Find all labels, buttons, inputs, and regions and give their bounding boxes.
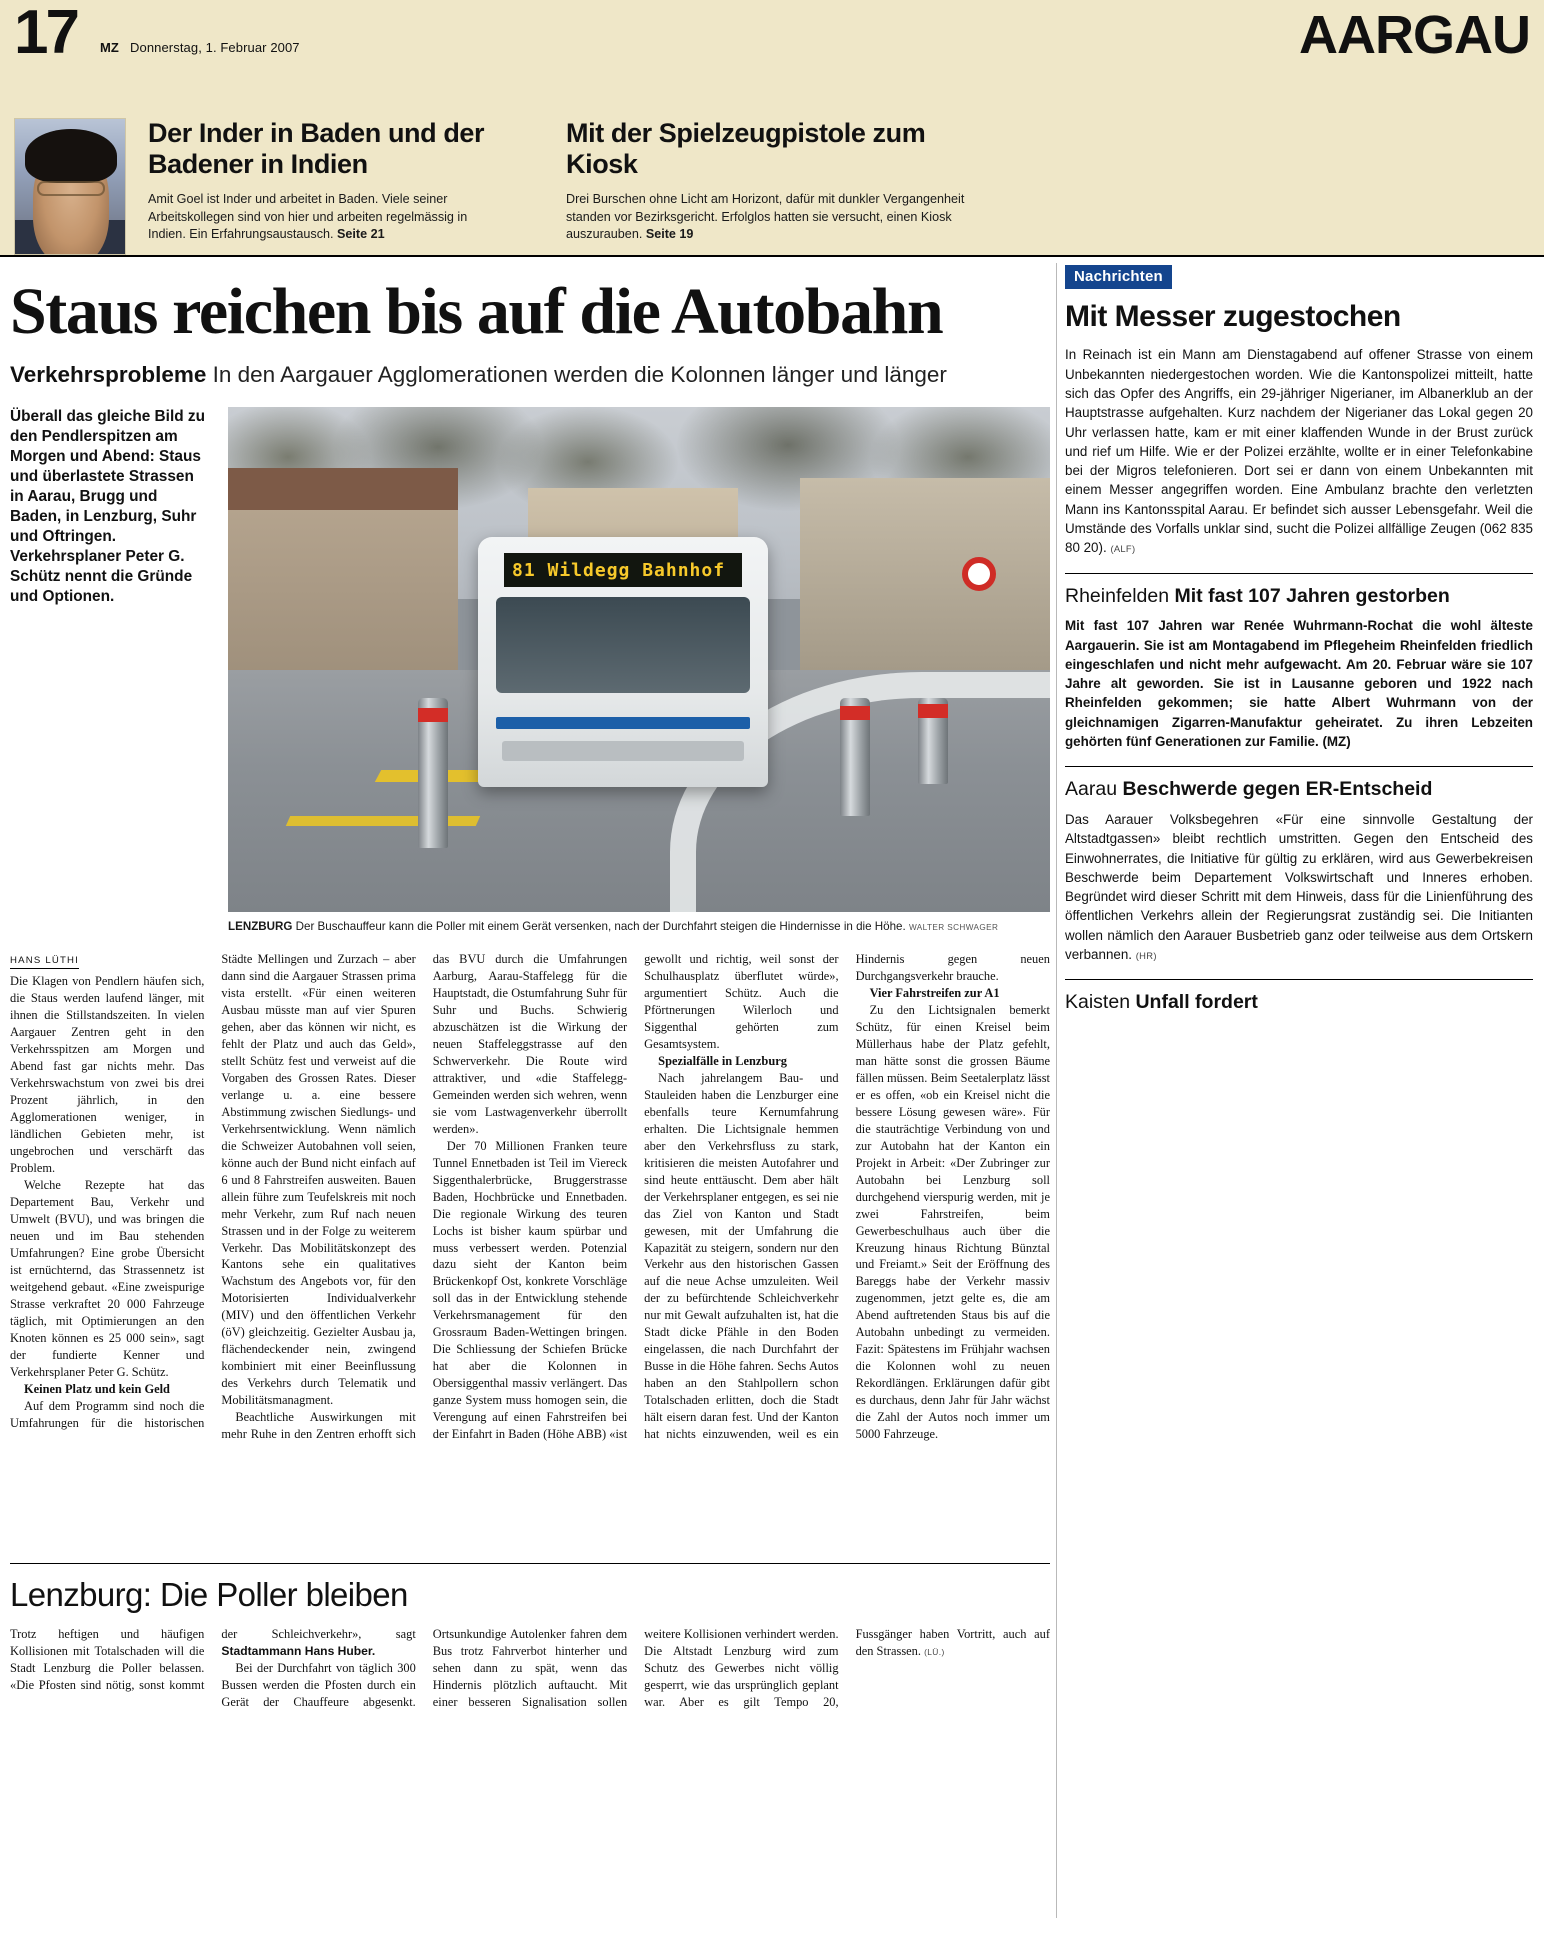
article-photo	[228, 407, 1050, 912]
teaser-page-ref[interactable]: Seite 19	[645, 227, 694, 242]
portrait-hair	[25, 129, 117, 183]
caption-text: Der Buschauffeur kann die Poller mit einem Gerät versenken, nach der Durchfahrt steigen die Hindernisse in die Höhe.	[292, 920, 906, 934]
teaser-blurb	[566, 191, 966, 244]
sidebar-section-badge: Nachrichten	[1065, 265, 1172, 289]
sidebar-item-location: Rheinfelden	[1065, 584, 1170, 607]
sidebar-item-body: Mit fast 107 Jahren war Renée Wuhrmann-Rochat die wohl älteste Aargauerin. Sie ist am Montagabend im Pflegeheim Rheinfelden friedlich eingeschlafen und nicht mehr aufgewacht. Am 20. Februar wäre sie 107 Jahre alt geworden. Sie ist in Lausanne geboren und 1922 nach Rheinfelden gekommen; sie hatte Albert Wuhrmann von der gleichnamigen Zigarren-Manufaktur geheiratet. Zu ihren Lebzeiten gehörten fünf Generationen zur Familie.	[1065, 618, 1533, 750]
sidebar-item-headline-text: Unfall fordert	[1135, 991, 1258, 1014]
teaser-item[interactable]	[566, 118, 966, 244]
article-byline-paragraph	[10, 951, 204, 973]
sidebar-divider	[1065, 766, 1533, 767]
teaser-blurb-text: Amit Goel ist Inder und arbeitet in Baden. Viele seiner Arbeitskollegen sind von hier und arbeiten regelmässig in Indien. Ein Erfahrungsaustausch.	[148, 192, 468, 242]
article-paragraph: Beachtliche Auswirkungen mit mehr Ruhe in den Zentren erhofft sich das BVU durch die Umfahrungen Aarburg, Aarau-Staffelegg für die Hauptstadt, die Ostumfahrung Suhr für Suhr und Buchs. Schwierig abzuschätzen ist die Wirkung der neuen Staffeleggstrasse auf den Schwerverkehr. Die Route wird attraktiver, und «die Staffelegg-Gemeinden werden sich wehren, wenn sie vom Lastwagenverkehr überrollt werden».	[221, 951, 628, 1442]
secondary-article-signature: (LÜ.)	[924, 1646, 945, 1657]
article-subhead: Keinen Platz und kein Geld	[24, 1381, 170, 1396]
teaser-title: Der Inder in Baden und der Badener in Indien	[148, 118, 485, 179]
teaser-title: Mit der Spielzeugpistole zum Kiosk	[566, 118, 926, 179]
kicker-label: Verkehrsprobleme	[10, 362, 207, 387]
sidebar-item-headline-text: Mit fast 107 Jahren gestorben	[1174, 584, 1450, 607]
page-number: 17	[14, 0, 77, 67]
sidebar-divider-rule	[1056, 263, 1057, 1918]
teaser-blurb	[148, 191, 508, 244]
sidebar-item-headline[interactable]	[1065, 585, 1533, 608]
page-body	[0, 255, 1544, 1926]
article-subhead: Spezialfälle in Lenzburg	[658, 1053, 787, 1068]
article-paragraph: Der 70 Millionen Franken teure Tunnel Ennetbaden ist Teil im Viereck Siggenthalerbrücke, Bruggerstrasse Baden, Hochbrücke und Ennetbaden. Die regionale Wirkung des teuren Lochs ist bisher kaum spürbar und muss verbessert werden. Potenzial dazu sieht der Kanton beim Brückenkopf Ost, konkrete Vorschläge soll das in der Entwicklung stehende Verkehrsmanagement für den Grossraum Baden-Wettingen bringen. Die Schliessung der Schiefen Brücke hat aber die Kolonnen in Obersiggenthal massiv verlängert. Das ganze System muss homogen sein, die Verengung auf einen Fahrstreifen bei der Einfahrt in Baden (Höhe ABB) «ist gewollt und richtig, weil sonst der Schulhausplatz überflutet würde», argumentiert Schütz. Auch die Pförtnerungen Wilerloch und Siggenthal gehörten zum Gesamtsystem.	[432, 951, 839, 1442]
photo-bus	[478, 537, 768, 787]
article-byline: HANS LÜTHI	[10, 954, 79, 969]
sidebar-item-location: Aarau	[1065, 778, 1118, 801]
sidebar-item-headline[interactable]: Mit Messer zugestochen	[1065, 300, 1401, 333]
sidebar-item-text	[1065, 616, 1533, 751]
photo-traffic-sign	[962, 557, 996, 591]
sidebar-item-headline[interactable]	[1065, 991, 1533, 1014]
bollard-band	[840, 706, 870, 720]
teaser-portrait-photo	[14, 118, 126, 255]
sidebar-item-text	[1065, 345, 1533, 557]
article-paragraph: Auf dem Programm sind noch die Umfahrungen für die historischen Städte Mellingen und Zurzach – aber dann sind die Aargauer Strassen prima vista erstellt. «Für einen weiteren Ausbau müsste man auf vier Spuren gehen, aber das können wir nicht, es fehlt der Platz und auch das Geld», stellt Schütz fest und verweist auf die Vorgaben des Grossen Rates. Dieser verlange u. a. eine bessere Abstimmung zwischen Siedlungs- und Verkehrsentwicklung. Wenn nämlich die Schweizer Autobahnen voll seien, könne auch der Bund nicht einfach auf 6 und 8 Fahrstreifen ausweiten. Bauen allein führe zum Teufelskreis mit noch mehr Verkehr, zum Ruf nach neuen Strassen und in der Folge zu weiterem Verkehr. Das Mobilitätskonzept des Kantons sehe ein qualitatives Wachstum des Angebots vor, für den Motorisierten Individualverkehr (MIV) und den öffentlichen Verkehr (öV) gleichzeitig. Gezielter Ausbau ja, flächendeckender nein, zwingend kombiniert mit einer Beeinflussung des Verkehrs durch Telematik und Mobilitätsmanagment.	[10, 951, 416, 1430]
secondary-article-source: Stadtammann Hans Huber.	[221, 1643, 376, 1658]
teaser-blurb-text: Drei Burschen ohne Licht am Horizont, dafür mit dunkler Vergangenheit standen vor Bezirksgericht. Erfolglos hatten sie versucht, einen Kiosk auszurauben.	[566, 192, 965, 242]
photo-building-right	[800, 478, 1050, 700]
photo-road-marking	[286, 816, 480, 826]
sidebar-item-signature: (MZ)	[1322, 734, 1351, 750]
sidebar-item-signature: (HR)	[1135, 950, 1157, 962]
lead-and-photo-row	[10, 407, 1050, 935]
top-divider-rule	[0, 255, 1544, 257]
section-title: AARGAU	[1299, 5, 1530, 65]
sidebar-item-headline-text: Beschwerde gegen ER-Entscheid	[1122, 778, 1433, 801]
article-body-columns	[10, 951, 1050, 1551]
masthead	[0, 0, 1544, 255]
sidebar-item-body: In Reinach ist ein Mann am Dienstagabend auf offener Strasse von einem Unbekannten niedergestochen worden. Wie die Kantonspolizei mitteilt, hatte sich das Opfer des Angriffs, ein 29-jähriger Nigerianer, im Albanerklub an der Hauptstrasse aufgehalten. Kurz nachdem der Nigerianer das Lokal gegen 20 Uhr verlassen hatte, kam er mit einer klaffenden Wunde in der Brust zurück und rief um Hilfe. Wie er der Polizei erzählte, wollte er in einer Telefonkabine bei der Migros telefonieren. Dort sei er dann von einem Unbekannten mit einem Messer angegriffen worden. Eine Ambulanz brachte den verletzten Mann ins Kantonsspital Aarau. Er befindet sich ausser Lebensgefahr. Weil die Umstände des Vorfalls unklar sind, sucht die Polizei allfällige Zeugen (062 835 80 20).	[1065, 347, 1533, 556]
sidebar-item-signature: (ALF)	[1110, 543, 1136, 555]
teaser-strip	[0, 118, 1544, 255]
photo-credit: WALTER SCHWAGER	[908, 923, 999, 933]
sidebar-divider	[1065, 979, 1533, 980]
sidebar-item-text	[1065, 810, 1533, 964]
photo-bollard	[840, 698, 870, 816]
photo-caption	[228, 919, 1050, 935]
sidebar-item-headline[interactable]	[1065, 778, 1533, 801]
bollard-band	[918, 704, 948, 718]
sidebar-divider	[1065, 573, 1533, 574]
article-paragraph: Nach jahrelangem Bau- und Stauleiden haben die Lenzburger eine ebenfalls teure Kernumfahrung erhalten. Die Lichtsignale hemmen aber den Verkehrsfluss zu stark, kritisieren die meisten Autofahrer und sind heute enttäuscht. Dem aber hält der Verkehrsplaner entgegen, es sei nie das Ziel von Kanton und Stadt gewesen, mit der Umfahrung die Kapazität zu steigern, sondern nur den Verkehr aus den historischen Gassen auf die neue Achse umzuleiten. Weil der zu befürchtende Schleichverkehr nur mit Gewalt aufzuhalten ist, hat die Stadt dicke Pfähle in den Boden eingelassen, die nach Durchfahrt der Busse in die Höhe fahren. Sechs Autos haben an den Stahlpollern schon Totalschaden erlitten, doch die Stadt hält eisern daran fest. Und der Kanton hat nichts einzuwenden, weil es ein Hindernis gegen neuen Durchgangsverkehr brauche.	[644, 951, 1050, 1442]
photo-block	[228, 407, 1050, 935]
sidebar-item-location: Kaisten	[1065, 991, 1131, 1014]
kicker-text: In den Aargauer Agglomerationen werden die Kolonnen länger und länger	[206, 362, 947, 387]
article-subhead: Vier Fahrstreifen zur A1	[869, 985, 1000, 1000]
secondary-article-columns	[10, 1626, 1050, 1946]
secondary-paragraph-text: Bei der Durchfahrt von täglich 300 Bussen werden die Pfosten durch ein Gerät der Chauffeure abgesenkt. Ortsunkundige Autolenker fahren dem Bus trotz Fahrverbot hinterher und sehen dann zu spät, wenn das Hindernis plötzlich auftaucht. Mit einer besseren Signalisation sollen weitere Kollisionen verhindert werden. Die Altstadt Lenzburg wird zum Schutz des Gewerbes nicht völlig gesperrt, wie das ursprünglich geplant war. Aber es gilt Tempo 20, Fussgänger haben Vortritt, auch auf den Strassen.	[221, 1626, 1050, 1709]
bus-windshield	[496, 597, 750, 693]
teaser-page-ref[interactable]: Seite 21	[337, 227, 385, 242]
masthead-top-row	[0, 0, 1544, 90]
photo-bollard	[918, 698, 948, 784]
dateline: Donnerstag, 1. Februar 2007	[130, 40, 300, 55]
article-paragraph: Die Klagen von Pendlern häufen sich, die Staus werden laufend länger, mit ihnen die Stillstandszeiten. In vielen Aargauer Zentren geht in den Verkehrsspitzen am Morgen und Abend fast gar nichts mehr. Das Verkehrswachstum von zwei bis drei Prozent jährlich, in den Agglomerationen weniger, in ländlichen Gebieten mehr, ist ungebrochen und verschärft das Problem.	[10, 973, 205, 1175]
sidebar-column	[1065, 265, 1533, 1023]
secondary-paragraph-text: Trotz heftigen und häufigen Kollisionen mit Totalschaden will die Stadt Lenzburg die Poller belassen. «Die Pfosten sind nötig, sonst kommt der Schleichverkehr», sagt	[10, 1626, 416, 1692]
publication-abbrev: MZ	[100, 40, 119, 55]
bus-stripe	[496, 717, 750, 729]
portrait-glasses	[37, 181, 105, 196]
article-headline: Staus reichen bis auf die Autobahn	[10, 275, 943, 348]
teaser-item[interactable]	[148, 118, 508, 244]
photo-bollard	[418, 698, 448, 848]
sidebar-item-body: Das Aarauer Volksbegehren «Für eine sinnvolle Gestaltung der Altstadtgassen» bleibt rechtlich umstritten. Gegen den Entscheid des Einwohnerrates, die Initiative für gültig zu erklären, wird aus Gewerbekreisen Beschwerde beim Departement Volkswirtschaft und Inneres erhoben. Begründet wird dieser Schritt mit dem Hinweis, dass für die Linienführung des öffentlichen Verkehrs allein der Regierungsrat zuständig sei. Die Initianten wollen nämlich den Aarauer Busbetrieb ganz oder teilweise aus dem Ortskern verbannen.	[1065, 811, 1533, 963]
main-column	[10, 265, 1050, 1946]
section-divider-rule	[10, 1563, 1050, 1564]
bus-bumper	[502, 741, 744, 761]
secondary-article-title: Lenzburg: Die Poller bleiben	[10, 1575, 408, 1613]
article-paragraph: Welche Rezepte hat das Departement Bau, Verkehr und Umwelt (BVU), und was bringen die neuen und im Bau stehenden Umfahrungen? Eine grobe Übersicht ist ernüchternd, das Strassennetz ist weitgehend gebaut. «Eine zweispurige Strasse verkraftet 20 000 Fahrzeuge täglich, mit Optimierungen an den Knoten können es 25 000 sein», sagt der fundierte Kenner und Verkehrsplaner Peter G. Schütz.	[10, 1177, 205, 1379]
article-paragraph: Zu den Lichtsignalen bemerkt Schütz, für einen Kreisel beim Müllerhaus habe der Platz gefehlt, man hätte sonst die grossen Bäume fällen müssen. Beim Seetalerplatz lässt er es offen, «ob ein Kreisel nicht die bessere Lösung gewesen wäre». Für die stauträchtige Verbindung von und zur Autobahn hat der Kanton ein Projekt in Arbeit: «Der Zubringer zur Autobahn bei Lenzburg soll durchgehend vierspurig werden, mit je zwei Fahrstreifen, beim Gewerbeschulhaus auch über die Kreuzung hinaus Richtung Bünztal und Freiamt.» Seit der Eröffnung des Bareggs habe der Verkehr massiv zugenommen, jetzt gelte es, die am Abend auftretenden Staus bis auf die Autobahn unbedingt zu vermeiden. Fazit: Spätestens im Frühjahr wachsen die Kolonnen wohl zu neuen Rekordlängen. Erklärungen dafür gibt es durchaus, denn Jahr für Jahr wächst die Zahl der Autos noch immer um 5000 Fahrzeuge.	[855, 1002, 1050, 1442]
bollard-band	[418, 708, 448, 722]
article-kicker	[10, 361, 1050, 389]
article-lead: Überall das gleiche Bild zu den Pendlerspitzen am Morgen und Abend: Staus und überlastete Strassen in Aarau, Brugg und Baden, in Lenzburg, Suhr und Oftringen. Verkehrsplaner Peter G. Schütz nennt die Gründe und Optionen.	[10, 408, 205, 606]
caption-location: LENZBURG	[228, 920, 293, 934]
bus-destination-display: 81 Wildegg Bahnhof	[504, 553, 742, 587]
photo-building-left	[228, 468, 458, 700]
